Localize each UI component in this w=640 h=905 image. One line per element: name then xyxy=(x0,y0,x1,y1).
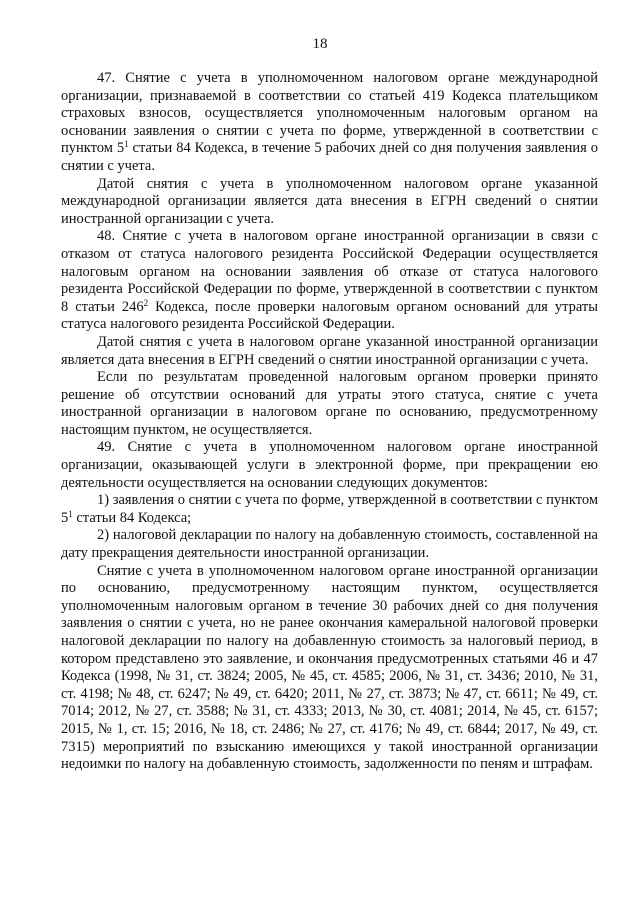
page-number: 18 xyxy=(312,36,328,52)
superscript: 2 xyxy=(143,297,149,308)
superscript: 1 xyxy=(68,508,73,519)
paragraph-49 xyxy=(61,439,598,492)
superscript: 1 xyxy=(124,139,129,150)
paragraph-text: Если по результатам проведенной налоговым органом проверки принято решение об отсутствии оснований для утраты этого статуса, снятие с учета иностранной организации в налоговом органе по основанию, предусмотренному настоящим пунктом, не осуществляется. xyxy=(61,369,598,438)
paragraph-tail: Кодекса, после проверки налоговым органом оснований для утраты статуса налогового резидента Российской Федерации. xyxy=(61,298,598,333)
paragraph xyxy=(61,369,598,439)
list-item-1 xyxy=(61,492,598,527)
paragraph-text: 47. Снятие с учета в уполномоченном налоговом органе международной организации, признаваемой в соответствии со статьей 419 Кодекса плательщиком страховых взносов, осуществляется уполномоченным налоговым органом на основании заявления о снятии с учета по форме, утвержденной в соответствии с пунктом 5 xyxy=(61,70,598,157)
paragraph-text: 49. Снятие с учета в уполномоченном налоговом органе иностранной организации, оказывающей услуги в электронной форме, при прекращении ею деятельности осуществляется на основании следующих документов: xyxy=(61,439,598,491)
paragraph-text: Датой снятия с учета в уполномоченном налоговом органе указанной международной организации является дата внесения в ЕГРН сведений о снятии иностранной организации с учета. xyxy=(61,175,598,227)
paragraph-tail: статьи 84 Кодекса, в течение 5 рабочих дней со дня получения заявления о снятии с учета. xyxy=(61,140,599,174)
document-body xyxy=(61,70,598,774)
paragraph xyxy=(61,563,598,774)
paragraph-47 xyxy=(61,70,598,176)
list-item-2 xyxy=(61,527,598,562)
paragraph xyxy=(61,334,598,369)
paragraph-text: 48. Снятие с учета в налоговом органе иностранной организации в связи с отказом от статуса налогового резидента Российской Федерации осуществляется налоговым органом на основании заявления об отказе от статуса налогового резидента Российской Федерации по форме, утвержденной в соответствии с пунктом 8 статьи 246 xyxy=(61,228,598,315)
paragraph xyxy=(61,176,598,229)
paragraph-tail: статьи 84 Кодекса; xyxy=(72,509,192,526)
paragraph-text: 2) налоговой декларации по налогу на добавленную стоимость, составленной на дату прекращения деятельности иностранной организации. xyxy=(61,527,598,562)
paragraph-text: Датой снятия с учета в налоговом органе указанной иностранной организации является дата внесения в ЕГРН сведений о снятии иностранной организации с учета. xyxy=(61,333,598,368)
paragraph-48 xyxy=(61,228,598,334)
paragraph-text: 1) заявления о снятии с учета по форме, утвержденной в соответствии с пунктом 5 xyxy=(61,492,598,526)
paragraph-text: Снятие с учета в уполномоченном налоговом органе иностранной организации по основанию, предусмотренному настоящим пунктом, осуществляется уполномоченным налоговым органом в течение 30 рабочих дней со дня получения заявления о снятии с учета, но не ранее окончания камеральной налоговой проверки налоговой декларации по налогу на добавленную стоимость за налоговый период, в котором представлено это заявление, и окончания предусмотренных статьями 46 и 47 Кодекса (1998, № 31, ст. 3824; 2005, № 45, ст. 4585; 2006, № 31, ст. 3436; 2010, № 31, ст. 4198; № 48, ст. 6247; № 49, ст. 6420; 2011, № 27, ст. 3873; № 47, ст. 6611; № 49, ст. 7014; 2012, № 27, ст. 3588; № 31, ст. 4333; 2013, № 30, ст. 4081; 2014, № 45, ст. 6157; 2015, № 1, ст. 15; 2016, № 18, ст. 2486; № 27, ст. 4176; № 49, ст. 6844; 2017, № 49, ст. 7315) мероприятий по взысканию имеющихся у такой иностранной организации недоимки по налогу на добавленную стоимость, задолженности по пеням и штрафам. xyxy=(61,562,598,773)
